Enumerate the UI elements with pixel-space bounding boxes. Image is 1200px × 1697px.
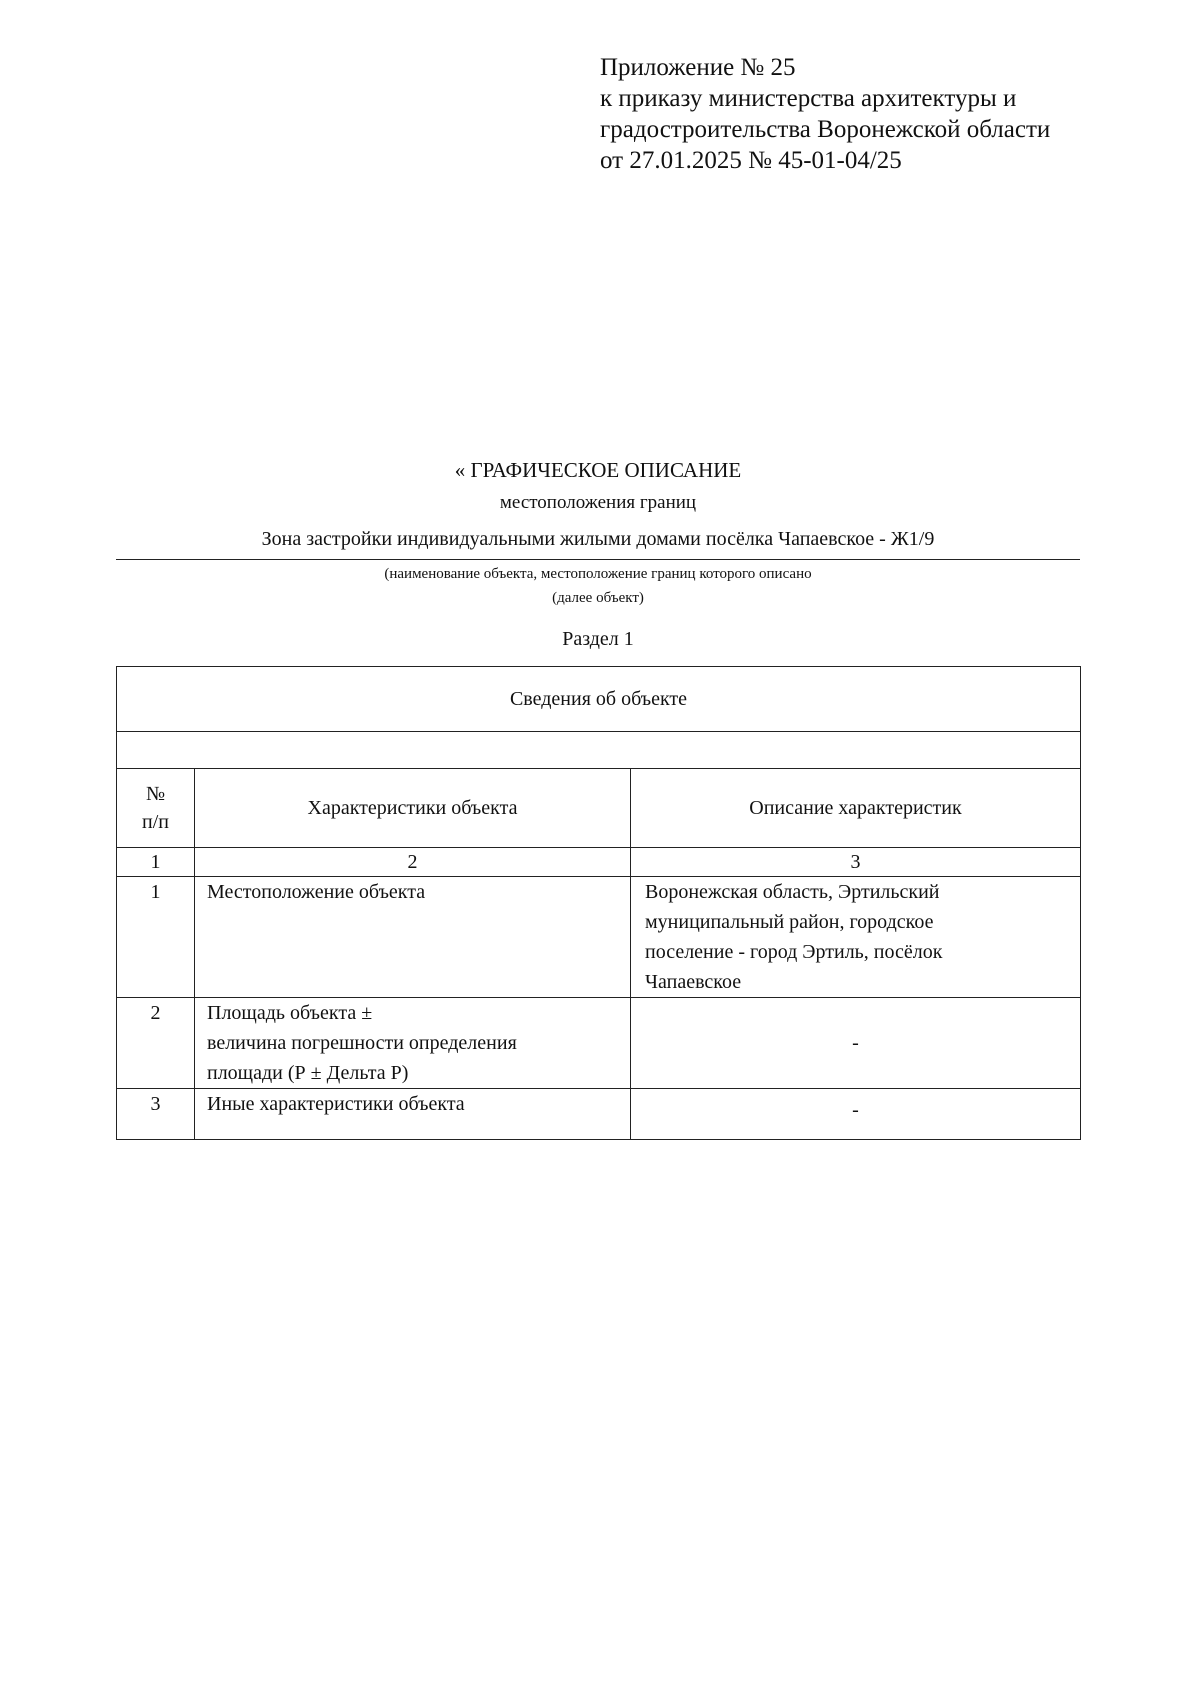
row-number: 2 bbox=[117, 998, 195, 1089]
column-number: 1 bbox=[117, 848, 195, 877]
object-name-underline bbox=[116, 559, 1080, 560]
table-header: Сведения об объекте bbox=[117, 667, 1081, 732]
row-number: 3 bbox=[117, 1089, 195, 1140]
cell-line: Местоположение объекта bbox=[207, 881, 426, 903]
column-number: 2 bbox=[195, 848, 631, 877]
cell-line: Иные характеристики объекта bbox=[207, 1093, 465, 1115]
table-header-row bbox=[117, 667, 1081, 732]
row-characteristic bbox=[195, 877, 631, 998]
row-number: 1 bbox=[117, 877, 195, 998]
cell-line: Чапаевское bbox=[645, 971, 742, 993]
row-description: - bbox=[631, 998, 1081, 1089]
cell-line: Воронежская область, Эртильский bbox=[645, 881, 940, 903]
table-empty-row bbox=[117, 732, 1081, 769]
column-header-description: Описание характеристик bbox=[631, 769, 1081, 848]
appendix-line: к приказу министерства архитектуры и bbox=[600, 85, 1017, 112]
column-number: 3 bbox=[631, 848, 1081, 877]
table-row bbox=[117, 998, 1081, 1089]
row-characteristic bbox=[195, 1089, 631, 1140]
section-title: Раздел 1 bbox=[562, 628, 634, 650]
document-title: « ГРАФИЧЕСКОЕ ОПИСАНИЕ bbox=[454, 458, 742, 482]
cell-line: величина погрешности определения bbox=[207, 1032, 517, 1054]
row-description bbox=[631, 877, 1081, 998]
column-header-characteristic: Характеристики объекта bbox=[195, 769, 631, 848]
object-name-caption: (далее объект) bbox=[552, 590, 644, 606]
appendix-note bbox=[600, 52, 1050, 176]
empty-cell bbox=[117, 732, 1081, 769]
cell-line: площади (Р ± Дельта Р) bbox=[207, 1062, 409, 1084]
appendix-line: Приложение № 25 bbox=[600, 54, 796, 81]
row-description: - bbox=[631, 1089, 1081, 1140]
row-characteristic bbox=[195, 998, 631, 1089]
column-header-number-line: № bbox=[145, 783, 166, 805]
cell-line: муниципальный район, городское bbox=[645, 911, 934, 933]
object-info-table bbox=[116, 666, 1081, 1140]
document-subtitle: местоположения границ bbox=[499, 492, 697, 513]
table-row bbox=[117, 1089, 1081, 1140]
object-name: Зона застройки индивидуальными жилыми домами посёлка Чапаевское - Ж1/9 bbox=[261, 528, 935, 550]
object-name-caption: (наименование объекта, местоположение границ которого описано bbox=[384, 566, 812, 582]
cell-line: поселение - город Эртиль, посёлок bbox=[645, 941, 943, 963]
column-header-number-line: п/п bbox=[142, 811, 169, 833]
column-header-number bbox=[117, 769, 195, 848]
column-number-row bbox=[117, 848, 1081, 877]
table-row bbox=[117, 877, 1081, 998]
appendix-line: от 27.01.2025 № 45-01-04/25 bbox=[600, 147, 902, 174]
appendix-line: градостроительства Воронежской области bbox=[600, 116, 1051, 143]
cell-line: Площадь объекта ± bbox=[207, 1002, 373, 1024]
column-header-row bbox=[117, 769, 1081, 848]
